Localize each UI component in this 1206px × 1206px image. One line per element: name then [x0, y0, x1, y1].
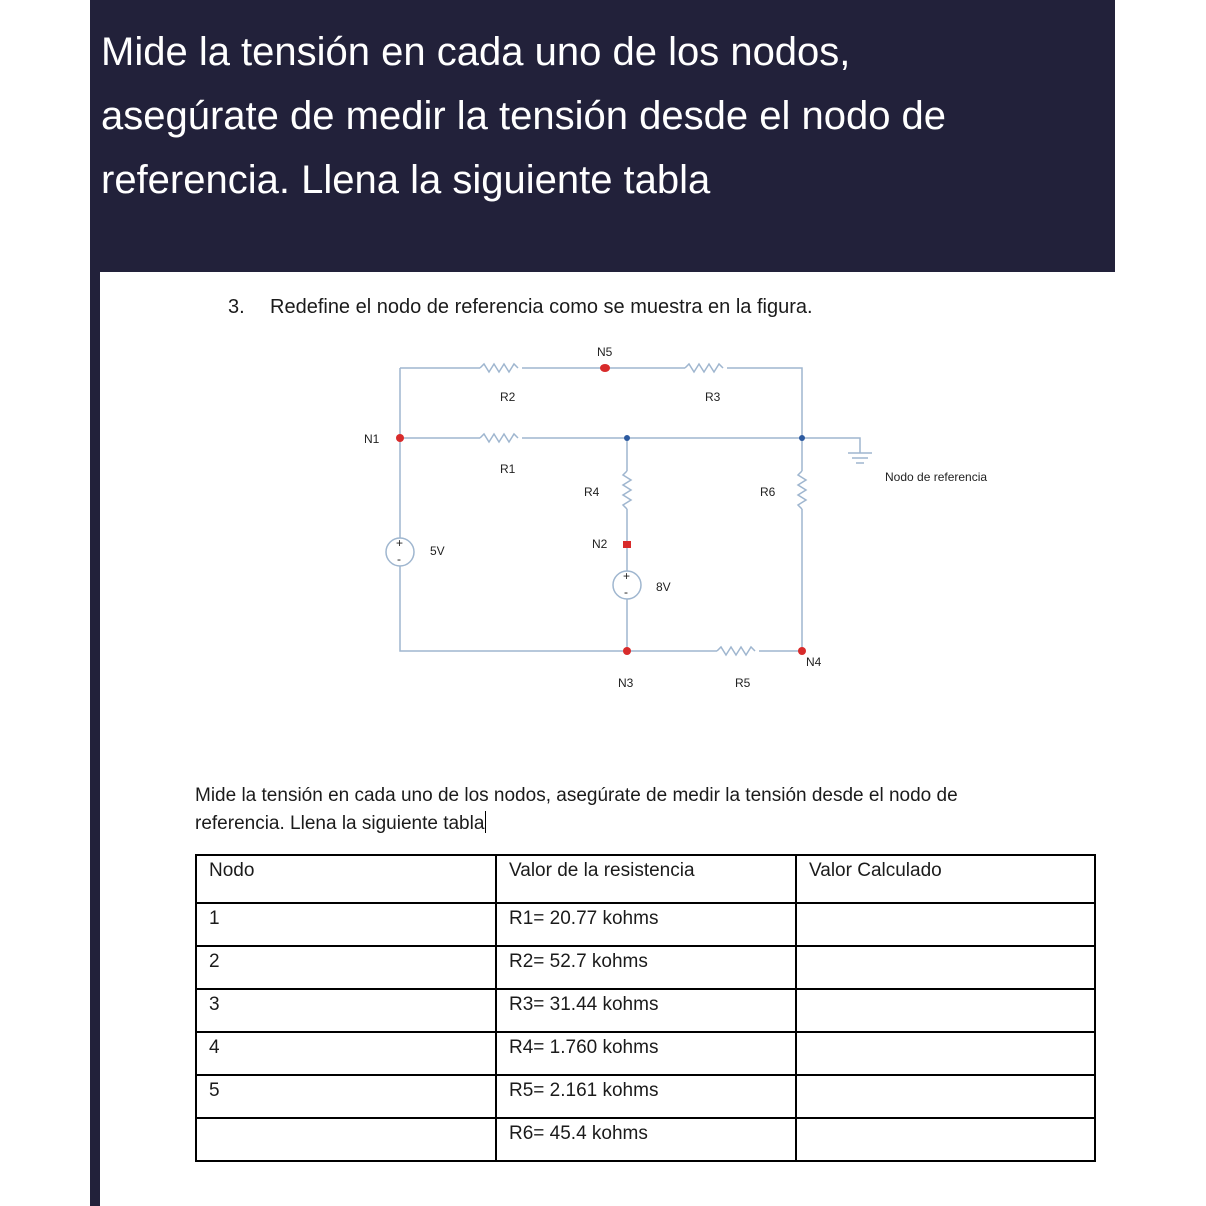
instruction-text	[195, 782, 958, 838]
table-header-row	[196, 855, 1095, 903]
table-row	[196, 989, 1095, 1032]
junction-dot	[799, 435, 805, 441]
column-header: Nodo	[196, 855, 496, 903]
label-r3: R3	[705, 390, 721, 404]
cell-calculated[interactable]	[796, 903, 1095, 946]
cell-node[interactable]: 3	[196, 989, 496, 1032]
svg-text:+: +	[623, 569, 631, 583]
cell-resistance[interactable]: R6= 45.4 kohms	[496, 1118, 796, 1161]
banner-line: referencia. Llena la siguiente tabla	[101, 158, 711, 202]
table-row	[196, 1118, 1095, 1161]
node-marker-n1	[396, 434, 404, 442]
cell-calculated[interactable]	[796, 989, 1095, 1032]
label-5v: 5V	[430, 544, 445, 558]
cell-node[interactable]: 5	[196, 1075, 496, 1118]
label-r4: R4	[584, 485, 600, 499]
table-row	[196, 903, 1095, 946]
junction-dot	[624, 435, 630, 441]
cell-resistance[interactable]: R1= 20.77 kohms	[496, 903, 796, 946]
circuit-diagram	[340, 335, 1040, 705]
cell-resistance[interactable]: R5= 2.161 kohms	[496, 1075, 796, 1118]
circuit-wires	[400, 364, 860, 655]
table-row	[196, 946, 1095, 989]
cell-calculated[interactable]	[796, 1032, 1095, 1075]
ground-icon	[848, 453, 872, 463]
node-marker-n5	[600, 364, 610, 372]
cell-resistance[interactable]: R3= 31.44 kohms	[496, 989, 796, 1032]
cell-node[interactable]: 1	[196, 903, 496, 946]
label-r2: R2	[500, 390, 516, 404]
label-n2: N2	[592, 537, 608, 551]
step-text: Redefine el nodo de referencia como se muestra en la figura.	[270, 296, 813, 318]
dark-border	[90, 270, 100, 1206]
step-heading	[228, 296, 813, 319]
node-marker-n4	[798, 647, 806, 655]
cell-resistance[interactable]: R4= 1.760 kohms	[496, 1032, 796, 1075]
voltage-source-5v	[386, 536, 414, 566]
instruction-line: Mide la tensión en cada uno de los nodos, asegúrate de medir la tensión desde el nodo de	[195, 785, 958, 806]
label-n5: N5	[597, 345, 613, 359]
label-n3: N3	[618, 676, 634, 690]
banner-line: asegúrate de medir la tensión desde el nodo de	[101, 94, 947, 138]
cell-calculated[interactable]	[796, 1075, 1095, 1118]
svg-text:-: -	[397, 552, 401, 566]
cell-node[interactable]: 2	[196, 946, 496, 989]
banner-line: Mide la tensión en cada uno de los nodos,	[101, 30, 851, 74]
column-header: Valor Calculado	[796, 855, 1095, 903]
label-reference-node: Nodo de referencia	[885, 470, 988, 484]
step-number: 3.	[228, 296, 245, 318]
instruction-line: referencia. Llena la siguiente tabla	[195, 813, 485, 834]
node-marker-n2	[623, 541, 631, 548]
node-voltage-table	[195, 854, 1096, 1162]
label-n4: N4	[806, 655, 822, 669]
cell-calculated[interactable]	[796, 1118, 1095, 1161]
label-n1: N1	[364, 432, 380, 446]
label-8v: 8V	[656, 580, 671, 594]
svg-text:+: +	[396, 536, 404, 550]
cell-calculated[interactable]	[796, 946, 1095, 989]
cell-resistance[interactable]: R2= 52.7 kohms	[496, 946, 796, 989]
table-row	[196, 1032, 1095, 1075]
cell-node[interactable]	[196, 1118, 496, 1161]
label-r6: R6	[760, 485, 776, 499]
label-r1: R1	[500, 462, 516, 476]
node-marker-n3	[623, 647, 631, 655]
instruction-banner	[90, 0, 1115, 272]
column-header: Valor de la resistencia	[496, 855, 796, 903]
table-row	[196, 1075, 1095, 1118]
label-r5: R5	[735, 676, 751, 690]
svg-text:-: -	[624, 585, 628, 599]
cell-node[interactable]: 4	[196, 1032, 496, 1075]
text-cursor	[485, 811, 486, 833]
voltage-source-8v	[613, 569, 641, 599]
